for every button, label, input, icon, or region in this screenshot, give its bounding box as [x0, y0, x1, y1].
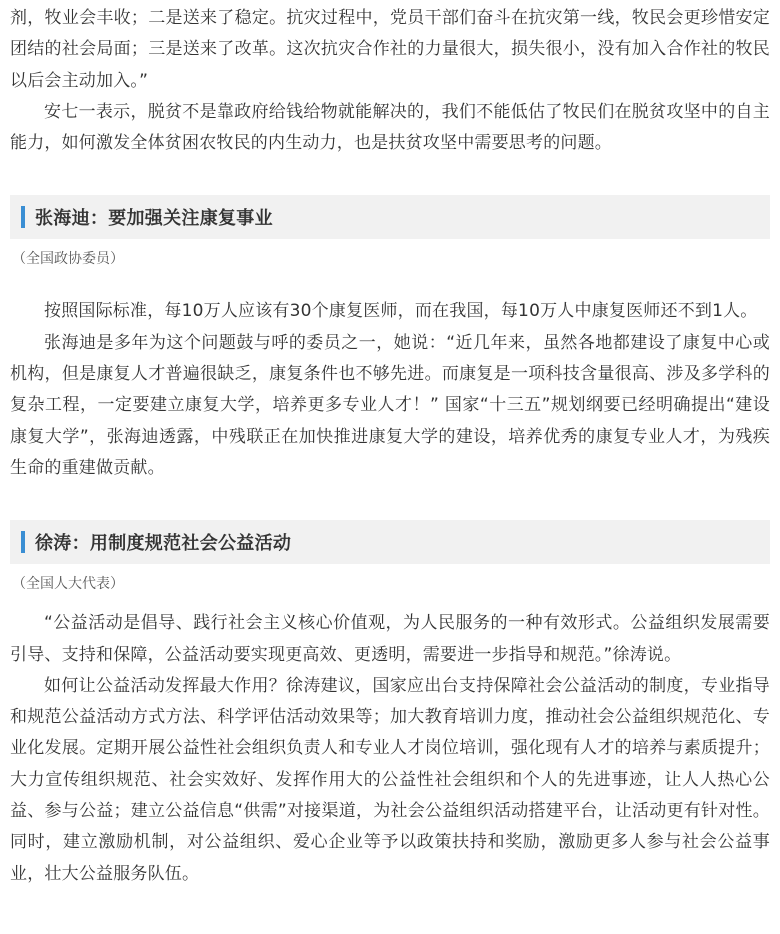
section-paragraph: 张海迪是多年为这个问题鼓与呼的委员之一，她说：“近几年来，虽然各地都建设了康复中心或机构，但是康复人才普遍很缺乏，康复条件也不够先进。而康复是一项科技含量很高、涉及多学科的复杂工程，一定要建立康复大学，培养更多专业人才！” 国家“十三五”规划纲要已经明确提出“建设康复大学”，张海迪透露，中残联正在加快推进康复大学的建设，培养优秀的康复专业人才，为残疾生命的重建做贡献。	[10, 332, 770, 478]
section-heading-text: 张海迪：要加强关注康复事业	[35, 208, 273, 230]
section-role: （全国人大代表）	[12, 576, 124, 593]
section-paragraph: 如何让公益活动发挥最大作用？徐涛建议，国家应出台支持保障社会公益活动的制度，专业指导和规范公益活动方式方法、科学评估活动效果等；加大教育培训力度，推动社会公益组织规范化、专业化发展。定期开展公益性社会组织负责人和专业人才岗位培训，强化现有人才的培养与素质提升；大力宣传组织规范、社会实效好、发挥作用大的公益性社会组织和个人的先进事迹，让人人热心公益、参与公益；建立公益信息“供需”对接渠道，为社会公益组织活动搭建平台，让活动更有针对性。同时，建立激励机制，对公益组织、爱心企业等予以政策扶持和奖励，激励更多人参与社会公益事业，壮大公益服务队伍。	[10, 675, 770, 884]
intro-paragraph-1: 剂，牧业会丰收；二是送来了稳定。抗灾过程中，党员干部们奋斗在抗灾第一线，牧民会更珍惜安定团结的社会局面；三是送来了改革。这次抗灾合作社的力量很大，损失很小，没有加入合作社的牧民以后会主动加入。”	[10, 8, 770, 91]
section-role: （全国政协委员）	[12, 251, 124, 268]
heading-accent-bar	[21, 531, 25, 553]
intro-paragraph-2: 安七一表示，脱贫不是靠政府给钱给物就能解决的，我们不能低估了牧民们在脱贫攻坚中的自主能力，如何激发全体贫困农牧民的内生动力，也是扶贫攻坚中需要思考的问题。	[10, 101, 770, 154]
section-paragraph: “公益活动是倡导、践行社会主义核心价值观，为人民服务的一种有效形式。公益组织发展需要引导、支持和保障，公益活动要实现更高效、更透明，需要进一步指导和规范。”徐涛说。	[10, 613, 770, 665]
section-heading-xu-tao	[10, 520, 770, 564]
section-paragraph: 按照国际标准，每10万人应该有30个康复医师，而在我国，每10万人中康复医师还不到1人。	[44, 301, 758, 322]
section-heading-text: 徐涛：用制度规范社会公益活动	[35, 533, 292, 555]
heading-accent-bar	[21, 206, 25, 228]
article-body	[10, 0, 770, 890]
section-heading-zhang-haidi	[10, 195, 770, 239]
